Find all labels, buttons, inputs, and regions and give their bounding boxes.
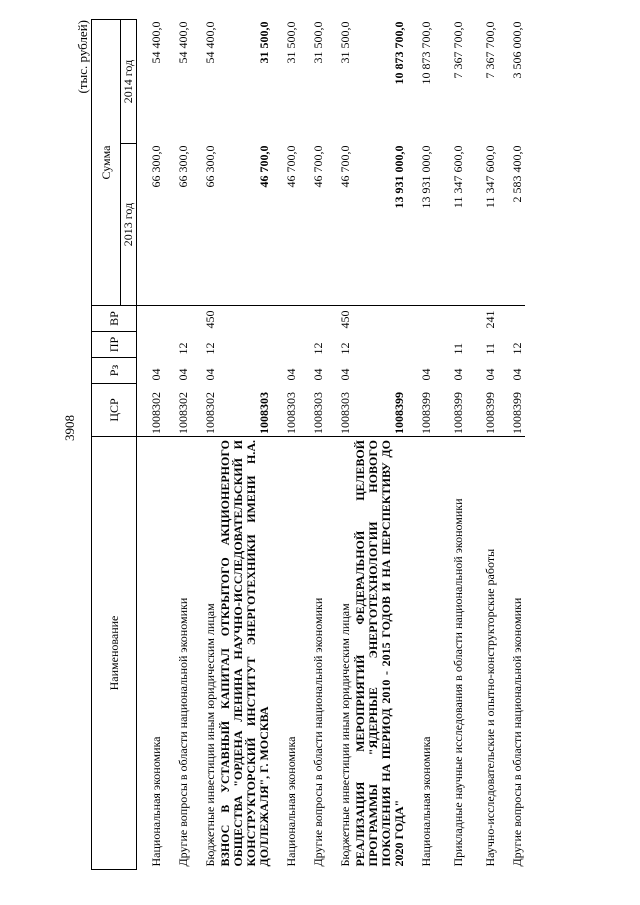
row-rz-cell: 04 [483,368,497,381]
header-rz: Рз [92,358,137,384]
row-pr-cell: 11 [483,342,497,355]
row-2014-amount: 54 400,0 [149,21,163,64]
row-name-cell: Национальная экономика [419,736,433,867]
row-pr-cell: 11 [451,342,465,355]
row-csr-cell: 1008303 [272,384,299,437]
row-2014-amount: 54 400,0 [176,21,190,64]
row-vr-cell: 450 [203,310,217,329]
row-vr-cell [407,306,434,332]
row-2014-amount: 7 367 700,0 [451,21,465,79]
header-year-2013: 2013 год [121,144,137,306]
row-name-cell: РЕАЛИЗАЦИЯ МЕРОПРИЯТИЙ ФЕДЕРАЛЬНОЙ ЦЕЛЕВОЙ ПРОГРАММЫ "ЯДЕРНЫЕ ЭНЕРГОТЕХНОЛОГИИ НОВОГО ПОКОЛЕНИЯ НА ПЕРИОД 2010 - 2015 ГОДОВ И НА ПЕРСПЕКТИВУ ДО 2020 ГОДА" [353,440,406,867]
row-pr-cell [218,332,272,358]
row-2013-amount: 11 347 600,0 [466,144,498,306]
row-pr-cell [137,332,165,358]
row-csr-cell: 1008302 [137,384,165,437]
row-pr-cell: 12 [510,342,524,355]
row-2013-amount: 66 300,0 [137,144,165,306]
row-vr-cell [137,306,165,332]
header-year-2014: 2014 год [121,19,137,143]
row-2013-amount: 46 700,0 [299,144,326,306]
table-header [92,19,137,869]
row-pr-cell [407,332,434,358]
rotated-table-area [75,20,615,870]
units-note: (тыс. рублей) [75,20,90,94]
row-rz-cell: 04 [510,368,524,381]
row-2013-amount: 46 700,0 [326,144,353,306]
header-pr: ПР [92,332,137,358]
row-2014-amount: 31 500,0 [338,21,352,64]
header-vr: ВР [92,306,137,332]
row-pr-cell: 12 [203,342,217,355]
row-2013-amount: 2 583 400,0 [498,144,525,306]
row-name-cell: Бюджетные инвестиции иным юридическим лицам [203,603,217,867]
row-2013-amount: 66 300,0 [191,144,218,306]
row-csr-cell: 1008303 [299,384,326,437]
row-csr-cell: 1008302 [164,384,191,437]
table-body [137,19,526,869]
row-name-cell: Национальная экономика [149,736,163,867]
row-csr-cell: 1008399 [466,384,498,437]
table-row [407,19,434,869]
row-name-cell: Прикладные научные исследования в области национальной экономики [451,498,465,867]
row-pr-cell: 12 [311,342,325,355]
table-row [326,19,353,869]
row-rz-cell: 04 [311,368,325,381]
table-row [434,19,466,869]
row-2014-amount: 10 873 700,0 [419,21,433,85]
budget-table [91,19,525,870]
row-name-cell: Бюджетные инвестиции иным юридическим лицам [338,603,352,867]
row-vr-cell [299,306,326,332]
row-name-cell: Национальная экономика [284,736,298,867]
row-rz-cell: 04 [419,368,433,381]
row-csr-cell: 1008399 [498,384,525,437]
row-vr-cell [164,306,191,332]
row-rz-cell: 04 [284,368,298,381]
row-name-cell: Другие вопросы в области национальной экономики [176,597,190,867]
row-pr-cell [272,332,299,358]
row-rz-cell: 04 [149,368,163,381]
table-row [466,19,498,869]
table-row [498,19,525,869]
row-csr-cell: 1008399 [353,384,407,437]
table-row [353,19,407,869]
row-pr-cell [353,332,407,358]
table-row [299,19,326,869]
header-csr: ЦСР [92,384,137,437]
row-vr-cell: 241 [483,310,497,329]
row-2014-amount: 10 873 700,0 [392,21,406,85]
row-2013-amount: 13 931 000,0 [353,144,407,306]
table-row [164,19,191,869]
row-csr-cell: 1008399 [434,384,466,437]
row-vr-cell [498,306,525,332]
row-name-cell: Научно-исследовательские и опытно-конструкторские работы [483,548,497,867]
row-2013-amount: 66 300,0 [164,144,191,306]
row-vr-cell [272,306,299,332]
row-2013-amount: 46 700,0 [272,144,299,306]
row-rz-cell: 04 [338,368,352,381]
table-row [137,19,165,869]
header-sum: Сумма [92,19,121,305]
row-2013-amount: 46 700,0 [218,144,272,306]
table-row [218,19,272,869]
row-pr-cell: 12 [176,342,190,355]
row-2013-amount: 11 347 600,0 [434,144,466,306]
row-2014-amount: 31 500,0 [257,21,271,64]
row-name-cell: ВЗНОС В УСТАВНЫЙ КАПИТАЛ ОТКРЫТОГО АКЦИОНЕРНОГО ОБЩЕСТВА "ОРДЕНА ЛЕНИНА НАУЧНО-ИССЛЕДОВАТЕЛЬСКИЙ И КОНСТРУКТОРСКИЙ ИНСТИТУТ ЭНЕРГОТЕХНИКИ ИМЕНИ Н.А. ДОЛЛЕЖАЛЯ", Г. МОСКВА [218,440,271,867]
row-2013-amount: 13 931 000,0 [407,144,434,306]
row-name-cell: Другие вопросы в области национальной экономики [311,597,325,867]
row-csr-cell: 1008303 [218,384,272,437]
row-rz-cell: 04 [176,368,190,381]
row-2014-amount: 54 400,0 [203,21,217,64]
row-pr-cell: 12 [338,342,352,355]
table-row [272,19,299,869]
row-rz-cell [218,358,272,384]
row-vr-cell [218,306,272,332]
row-csr-cell: 1008399 [407,384,434,437]
row-2014-amount: 3 506 000,0 [510,21,524,79]
row-vr-cell [353,306,407,332]
row-vr-cell: 450 [338,310,352,329]
row-rz-cell [353,358,407,384]
table-row [191,19,218,869]
row-csr-cell: 1008302 [191,384,218,437]
row-rz-cell: 04 [203,368,217,381]
page-number: 3908 [62,415,77,441]
row-2014-amount: 31 500,0 [311,21,325,64]
header-name: Наименование [92,437,137,870]
row-csr-cell: 1008303 [326,384,353,437]
row-name-cell: Другие вопросы в области национальной экономики [510,597,524,867]
row-vr-cell [434,306,466,332]
row-2014-amount: 31 500,0 [284,21,298,64]
row-rz-cell: 04 [451,368,465,381]
row-2014-amount: 7 367 700,0 [483,21,497,79]
